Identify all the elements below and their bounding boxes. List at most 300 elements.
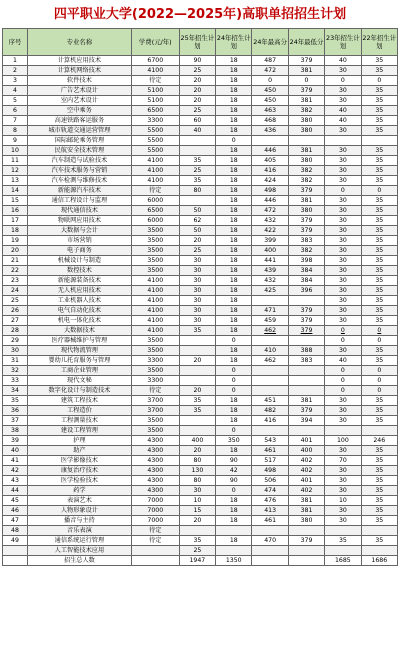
total-label: 招生总人数 bbox=[27, 556, 131, 566]
table-row bbox=[3, 436, 398, 446]
cell-plan-22: 35 bbox=[361, 396, 397, 406]
cell-tuition: 3500 bbox=[131, 336, 179, 346]
cell-tuition: 待定 bbox=[131, 186, 179, 196]
cell-min-24: 398 bbox=[288, 256, 324, 266]
cell-major: 工商企业管理 bbox=[27, 366, 131, 376]
cell-major: 城市轨道交通运营管理 bbox=[27, 126, 131, 136]
cell-plan-24: 18 bbox=[216, 516, 252, 526]
cell-major: 民航安全技术管理 bbox=[27, 146, 131, 156]
cell-plan-22: 0 bbox=[361, 376, 397, 386]
cell-major: 药学 bbox=[27, 486, 131, 496]
cell-tuition bbox=[131, 546, 179, 556]
table-row bbox=[3, 86, 398, 96]
cell-plan-23: 30 bbox=[325, 126, 361, 136]
cell-plan-25: 62 bbox=[179, 216, 215, 226]
cell-max-24: 468 bbox=[252, 116, 288, 126]
cell-plan-23: 30 bbox=[325, 286, 361, 296]
cell-min-24: 379 bbox=[288, 316, 324, 326]
cell-plan-23: 0 bbox=[325, 186, 361, 196]
table-row bbox=[3, 276, 398, 286]
cell-max-24: 425 bbox=[252, 286, 288, 296]
cell-plan-22: 35 bbox=[361, 316, 397, 326]
cell-plan-22: 35 bbox=[361, 246, 397, 256]
cell-major: 高速铁路客运服务 bbox=[27, 116, 131, 126]
header-plan-23: 23年招生计划 bbox=[325, 29, 361, 56]
cell-plan-25: 80 bbox=[179, 456, 215, 466]
header-min-24: 24年最低分 bbox=[288, 29, 324, 56]
cell-plan-24: 18 bbox=[216, 326, 252, 336]
cell-plan-22: 0 bbox=[361, 186, 397, 196]
cell-tuition: 待定 bbox=[131, 536, 179, 546]
cell-index: 17 bbox=[3, 216, 28, 226]
cell-max-24: 0 bbox=[252, 76, 288, 86]
cell-min-24: 401 bbox=[288, 476, 324, 486]
cell-plan-25 bbox=[179, 146, 215, 156]
cell-plan-24: 0 bbox=[216, 386, 252, 396]
table-row bbox=[3, 216, 398, 226]
cell-tuition: 3500 bbox=[131, 426, 179, 436]
cell-max-24: 471 bbox=[252, 306, 288, 316]
total-min-cell bbox=[288, 556, 324, 566]
cell-major: 市场营销 bbox=[27, 236, 131, 246]
cell-plan-22: 35 bbox=[361, 126, 397, 136]
cell-min-24: 379 bbox=[288, 536, 324, 546]
cell-min-24: 383 bbox=[288, 236, 324, 246]
cell-min-24 bbox=[288, 386, 324, 396]
cell-index: 16 bbox=[3, 206, 28, 216]
cell-min-24: 379 bbox=[288, 186, 324, 196]
cell-max-24: 413 bbox=[252, 506, 288, 516]
cell-index: 30 bbox=[3, 346, 28, 356]
cell-plan-25: 25 bbox=[179, 166, 215, 176]
cell-index: 29 bbox=[3, 336, 28, 346]
cell-major: 物联网应用技术 bbox=[27, 216, 131, 226]
cell-tuition: 4300 bbox=[131, 436, 179, 446]
cell-plan-25: 20 bbox=[179, 446, 215, 456]
admission-plan-sheet bbox=[2, 2, 398, 566]
cell-plan-25 bbox=[179, 136, 215, 146]
table-row bbox=[3, 236, 398, 246]
cell-index: 14 bbox=[3, 186, 28, 196]
cell-plan-23 bbox=[325, 546, 361, 556]
cell-plan-24: 0 bbox=[216, 376, 252, 386]
cell-plan-25: 40 bbox=[179, 126, 215, 136]
cell-tuition: 3500 bbox=[131, 266, 179, 276]
cell-major: 大数据与会计 bbox=[27, 226, 131, 236]
cell-index: 42 bbox=[3, 466, 28, 476]
cell-index: 41 bbox=[3, 456, 28, 466]
cell-plan-24: 18 bbox=[216, 296, 252, 306]
cell-tuition: 5100 bbox=[131, 86, 179, 96]
cell-tuition: 4300 bbox=[131, 486, 179, 496]
cell-plan-25: 25 bbox=[179, 106, 215, 116]
cell-tuition: 4100 bbox=[131, 326, 179, 336]
cell-plan-22: 35 bbox=[361, 156, 397, 166]
cell-plan-22 bbox=[361, 426, 397, 436]
admission-plan-table bbox=[2, 28, 398, 566]
cell-plan-23: 30 bbox=[325, 266, 361, 276]
cell-plan-24: 18 bbox=[216, 146, 252, 156]
cell-plan-25 bbox=[179, 336, 215, 346]
cell-max-24: 405 bbox=[252, 156, 288, 166]
cell-major: 婴幼儿托育服务与管理 bbox=[27, 356, 131, 366]
cell-plan-23: 30 bbox=[325, 256, 361, 266]
cell-index: 6 bbox=[3, 106, 28, 116]
cell-max-24: 506 bbox=[252, 476, 288, 486]
table-row bbox=[3, 496, 398, 506]
cell-index: 38 bbox=[3, 426, 28, 436]
cell-index: 35 bbox=[3, 396, 28, 406]
cell-index: 34 bbox=[3, 386, 28, 396]
table-row bbox=[3, 96, 398, 106]
cell-plan-25: 30 bbox=[179, 286, 215, 296]
cell-min-24: 383 bbox=[288, 356, 324, 366]
cell-max-24: 498 bbox=[252, 466, 288, 476]
cell-tuition: 4100 bbox=[131, 176, 179, 186]
cell-plan-25: 30 bbox=[179, 316, 215, 326]
cell-major: 室内艺术设计 bbox=[27, 96, 131, 106]
cell-tuition: 3500 bbox=[131, 366, 179, 376]
cell-plan-24: 18 bbox=[216, 356, 252, 366]
cell-plan-24: 18 bbox=[216, 106, 252, 116]
cell-plan-25: 50 bbox=[179, 226, 215, 236]
cell-tuition: 4300 bbox=[131, 446, 179, 456]
cell-plan-24: 18 bbox=[216, 116, 252, 126]
cell-tuition: 4300 bbox=[131, 466, 179, 476]
total-fee-cell bbox=[131, 556, 179, 566]
table-row bbox=[3, 126, 398, 136]
cell-plan-23: 30 bbox=[325, 506, 361, 516]
cell-plan-25 bbox=[179, 526, 215, 536]
table-row bbox=[3, 456, 398, 466]
cell-min-24: 394 bbox=[288, 416, 324, 426]
cell-max-24: 450 bbox=[252, 86, 288, 96]
cell-plan-23: 30 bbox=[325, 316, 361, 326]
cell-plan-23: 30 bbox=[325, 306, 361, 316]
table-row bbox=[3, 246, 398, 256]
cell-tuition: 3700 bbox=[131, 396, 179, 406]
cell-min-24 bbox=[288, 426, 324, 436]
cell-plan-22: 35 bbox=[361, 486, 397, 496]
cell-max-24 bbox=[252, 296, 288, 306]
cell-max-24: 470 bbox=[252, 536, 288, 546]
cell-plan-25: 130 bbox=[179, 466, 215, 476]
cell-plan-25: 35 bbox=[179, 406, 215, 416]
cell-min-24: 381 bbox=[288, 96, 324, 106]
table-row bbox=[3, 336, 398, 346]
cell-plan-23: 30 bbox=[325, 416, 361, 426]
cell-plan-23: 30 bbox=[325, 346, 361, 356]
cell-plan-23: 30 bbox=[325, 176, 361, 186]
cell-plan-23: 30 bbox=[325, 446, 361, 456]
cell-plan-25: 35 bbox=[179, 156, 215, 166]
cell-tuition: 4100 bbox=[131, 276, 179, 286]
cell-max-24 bbox=[252, 546, 288, 556]
cell-min-24: 382 bbox=[288, 246, 324, 256]
total-plan-25: 1947 bbox=[179, 556, 215, 566]
cell-plan-25: 15 bbox=[179, 506, 215, 516]
cell-plan-22: 35 bbox=[361, 56, 397, 66]
total-plan-24: 1350 bbox=[216, 556, 252, 566]
cell-plan-24: 18 bbox=[216, 256, 252, 266]
cell-max-24: 416 bbox=[252, 166, 288, 176]
cell-min-24: 402 bbox=[288, 466, 324, 476]
cell-plan-23: 40 bbox=[325, 56, 361, 66]
cell-plan-24: 18 bbox=[216, 206, 252, 216]
cell-max-24: 451 bbox=[252, 396, 288, 406]
cell-plan-24: 18 bbox=[216, 196, 252, 206]
cell-plan-22: 35 bbox=[361, 456, 397, 466]
table-row bbox=[3, 356, 398, 366]
cell-plan-22: 35 bbox=[361, 406, 397, 416]
cell-plan-22: 35 bbox=[361, 516, 397, 526]
cell-major: 播音与主持 bbox=[27, 516, 131, 526]
cell-major: 工业机器人技术 bbox=[27, 296, 131, 306]
table-row bbox=[3, 256, 398, 266]
table-row bbox=[3, 376, 398, 386]
cell-plan-24: 18 bbox=[216, 56, 252, 66]
cell-min-24: 400 bbox=[288, 446, 324, 456]
cell-index: 47 bbox=[3, 516, 28, 526]
cell-plan-22: 0 bbox=[361, 76, 397, 86]
table-row bbox=[3, 196, 398, 206]
cell-plan-22: 35 bbox=[361, 86, 397, 96]
cell-major: 电气自动化技术 bbox=[27, 306, 131, 316]
cell-plan-24: 18 bbox=[216, 536, 252, 546]
cell-plan-23: 30 bbox=[325, 486, 361, 496]
cell-major: 广告艺术设计 bbox=[27, 86, 131, 96]
cell-plan-24: 350 bbox=[216, 436, 252, 446]
table-row bbox=[3, 516, 398, 526]
cell-plan-23: 40 bbox=[325, 106, 361, 116]
cell-plan-25: 20 bbox=[179, 86, 215, 96]
cell-tuition: 4100 bbox=[131, 306, 179, 316]
cell-tuition: 3300 bbox=[131, 376, 179, 386]
cell-index: 5 bbox=[3, 96, 28, 106]
table-row bbox=[3, 76, 398, 86]
cell-plan-24: 18 bbox=[216, 286, 252, 296]
cell-min-24 bbox=[288, 336, 324, 346]
cell-index: 19 bbox=[3, 236, 28, 246]
cell-plan-25: 90 bbox=[179, 56, 215, 66]
cell-min-24: 381 bbox=[288, 396, 324, 406]
cell-plan-25 bbox=[179, 366, 215, 376]
table-row bbox=[3, 136, 398, 146]
cell-plan-23: 30 bbox=[325, 276, 361, 286]
cell-index: 22 bbox=[3, 266, 28, 276]
cell-major: 音乐表演 bbox=[27, 526, 131, 536]
cell-plan-23: 0 bbox=[325, 386, 361, 396]
header-max-24: 24年最高分 bbox=[252, 29, 288, 56]
cell-max-24: 424 bbox=[252, 176, 288, 186]
cell-plan-23: 10 bbox=[325, 496, 361, 506]
cell-plan-23: 0 bbox=[325, 376, 361, 386]
cell-min-24: 382 bbox=[288, 106, 324, 116]
cell-major: 数字化设计与制造技术 bbox=[27, 386, 131, 396]
cell-major: 现代文秘 bbox=[27, 376, 131, 386]
cell-major: 软件技术 bbox=[27, 76, 131, 86]
cell-tuition: 4100 bbox=[131, 286, 179, 296]
cell-plan-24: 18 bbox=[216, 446, 252, 456]
cell-max-24: 461 bbox=[252, 446, 288, 456]
cell-plan-22: 246 bbox=[361, 436, 397, 446]
cell-index: 48 bbox=[3, 526, 28, 536]
cell-plan-23: 70 bbox=[325, 456, 361, 466]
cell-major: 汽车制造与试验技术 bbox=[27, 156, 131, 166]
cell-plan-22: 0 bbox=[361, 326, 397, 336]
total-max-cell bbox=[252, 556, 288, 566]
cell-plan-25 bbox=[179, 416, 215, 426]
cell-plan-24: 18 bbox=[216, 186, 252, 196]
table-row bbox=[3, 536, 398, 546]
cell-tuition: 4100 bbox=[131, 316, 179, 326]
cell-max-24: 446 bbox=[252, 146, 288, 156]
cell-plan-24: 18 bbox=[216, 416, 252, 426]
cell-plan-22: 35 bbox=[361, 346, 397, 356]
table-row bbox=[3, 146, 398, 156]
cell-plan-25: 10 bbox=[179, 496, 215, 506]
cell-min-24 bbox=[288, 526, 324, 536]
cell-index: 8 bbox=[3, 126, 28, 136]
cell-plan-25 bbox=[179, 376, 215, 386]
cell-index: 7 bbox=[3, 116, 28, 126]
cell-index: 9 bbox=[3, 136, 28, 146]
cell-max-24: 461 bbox=[252, 516, 288, 526]
cell-min-24: 381 bbox=[288, 66, 324, 76]
cell-plan-24: 18 bbox=[216, 406, 252, 416]
cell-plan-25: 25 bbox=[179, 546, 215, 556]
cell-index: 4 bbox=[3, 86, 28, 96]
cell-major: 医学影像技术 bbox=[27, 456, 131, 466]
cell-plan-22: 0 bbox=[361, 386, 397, 396]
cell-major: 新能源装备技术 bbox=[27, 276, 131, 286]
cell-plan-23: 30 bbox=[325, 406, 361, 416]
cell-min-24: 379 bbox=[288, 86, 324, 96]
cell-plan-22: 35 bbox=[361, 96, 397, 106]
cell-max-24: 543 bbox=[252, 436, 288, 446]
cell-max-24: 436 bbox=[252, 126, 288, 136]
cell-tuition: 4100 bbox=[131, 296, 179, 306]
cell-major: 机电一体化技术 bbox=[27, 316, 131, 326]
cell-plan-24: 0 bbox=[216, 426, 252, 436]
cell-min-24 bbox=[288, 376, 324, 386]
cell-plan-22: 35 bbox=[361, 476, 397, 486]
cell-max-24: 472 bbox=[252, 66, 288, 76]
table-row bbox=[3, 366, 398, 376]
cell-tuition: 4100 bbox=[131, 66, 179, 76]
cell-min-24 bbox=[288, 546, 324, 556]
cell-plan-24: 18 bbox=[216, 176, 252, 186]
cell-max-24 bbox=[252, 386, 288, 396]
cell-max-24: 459 bbox=[252, 316, 288, 326]
cell-plan-22: 35 bbox=[361, 446, 397, 456]
cell-max-24: 422 bbox=[252, 226, 288, 236]
cell-plan-23: 0 bbox=[325, 366, 361, 376]
cell-plan-23: 30 bbox=[325, 296, 361, 306]
cell-plan-22: 35 bbox=[361, 176, 397, 186]
cell-tuition: 3500 bbox=[131, 236, 179, 246]
cell-plan-25: 25 bbox=[179, 246, 215, 256]
table-row bbox=[3, 326, 398, 336]
cell-major: 电子商务 bbox=[27, 246, 131, 256]
cell-plan-25: 20 bbox=[179, 96, 215, 106]
cell-plan-22: 35 bbox=[361, 266, 397, 276]
total-plan-22: 1686 bbox=[361, 556, 397, 566]
table-row bbox=[3, 526, 398, 536]
cell-min-24 bbox=[288, 296, 324, 306]
cell-min-24: 379 bbox=[288, 306, 324, 316]
cell-plan-22: 35 bbox=[361, 506, 397, 516]
cell-max-24: 462 bbox=[252, 326, 288, 336]
cell-plan-22 bbox=[361, 136, 397, 146]
cell-index: 45 bbox=[3, 496, 28, 506]
cell-plan-22: 35 bbox=[361, 216, 397, 226]
cell-plan-25: 400 bbox=[179, 436, 215, 446]
cell-plan-24: 18 bbox=[216, 166, 252, 176]
cell-index: 28 bbox=[3, 326, 28, 336]
cell-plan-25 bbox=[179, 196, 215, 206]
cell-plan-24: 18 bbox=[216, 156, 252, 166]
cell-tuition: 待定 bbox=[131, 386, 179, 396]
cell-min-24: 380 bbox=[288, 156, 324, 166]
cell-index: 36 bbox=[3, 406, 28, 416]
cell-plan-25: 30 bbox=[179, 256, 215, 266]
cell-index: 39 bbox=[3, 436, 28, 446]
table-row bbox=[3, 286, 398, 296]
cell-min-24: 379 bbox=[288, 406, 324, 416]
cell-plan-25: 35 bbox=[179, 326, 215, 336]
header-major: 专业名称 bbox=[27, 29, 131, 56]
cell-min-24: 381 bbox=[288, 506, 324, 516]
cell-major: 工程测量技术 bbox=[27, 416, 131, 426]
cell-max-24: 498 bbox=[252, 186, 288, 196]
cell-plan-23: 100 bbox=[325, 436, 361, 446]
table-row bbox=[3, 386, 398, 396]
header-plan-22: 22年招生计划 bbox=[361, 29, 397, 56]
cell-min-24: 384 bbox=[288, 276, 324, 286]
cell-tuition: 5500 bbox=[131, 136, 179, 146]
cell-index: 3 bbox=[3, 76, 28, 86]
cell-plan-25: 20 bbox=[179, 386, 215, 396]
cell-plan-23: 30 bbox=[325, 96, 361, 106]
cell-min-24: 379 bbox=[288, 216, 324, 226]
cell-index: 43 bbox=[3, 476, 28, 486]
cell-plan-24 bbox=[216, 546, 252, 556]
cell-plan-25 bbox=[179, 346, 215, 356]
cell-plan-24: 18 bbox=[216, 266, 252, 276]
cell-major: 汽车技术服务与营销 bbox=[27, 166, 131, 176]
cell-index bbox=[3, 546, 28, 556]
cell-plan-22 bbox=[361, 546, 397, 556]
table-header-row bbox=[3, 29, 398, 56]
cell-tuition: 5500 bbox=[131, 146, 179, 156]
cell-min-24: 0 bbox=[288, 76, 324, 86]
cell-plan-23 bbox=[325, 136, 361, 146]
cell-major: 建筑工程技术 bbox=[27, 396, 131, 406]
cell-tuition: 3500 bbox=[131, 346, 179, 356]
cell-min-24: 381 bbox=[288, 146, 324, 156]
cell-min-24 bbox=[288, 366, 324, 376]
cell-tuition: 6500 bbox=[131, 106, 179, 116]
header-plan-24: 24年招生计划 bbox=[216, 29, 252, 56]
cell-min-24: 401 bbox=[288, 436, 324, 446]
header-index: 序号 bbox=[3, 29, 28, 56]
cell-major: 数控技术 bbox=[27, 266, 131, 276]
cell-major: 护理 bbox=[27, 436, 131, 446]
header-tuition: 学费(元/年) bbox=[131, 29, 179, 56]
cell-max-24 bbox=[252, 136, 288, 146]
cell-plan-25 bbox=[179, 426, 215, 436]
